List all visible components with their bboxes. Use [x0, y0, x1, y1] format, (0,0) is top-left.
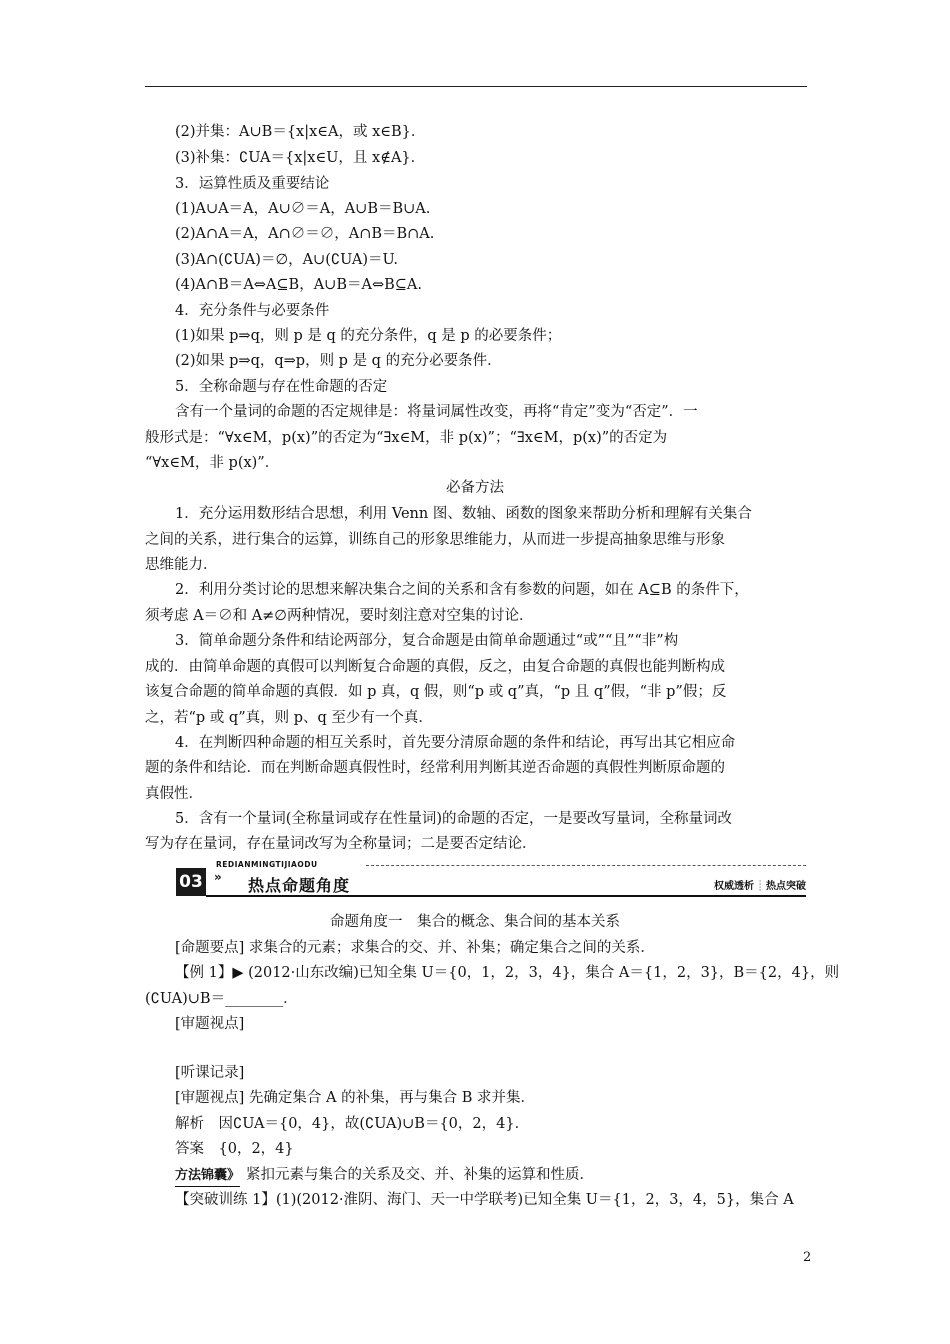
text-line: 含有一个量词的命题的否定规律是：将量词属性改变，再将“肯定”变为“否定”．一	[175, 404, 698, 420]
text-line: 写为存在量词，存在量词改写为全称量词；二是要否定结论．	[145, 836, 537, 852]
methods-heading: 必备方法	[446, 480, 504, 496]
text-line: (2)如果 p⇒q，q⇒p，则 p 是 q 的充分必要条件．	[175, 353, 502, 369]
banner-underline	[206, 895, 806, 897]
section-number: 03	[176, 868, 206, 896]
section-banner	[176, 862, 806, 898]
text-line: (1)A∪A＝A，A∪∅＝A，A∪B＝B∪A.	[175, 201, 431, 217]
section-title: 热点命题角度	[248, 876, 351, 895]
text-line: 5．含有一个量词(全称量词或存在性量词)的命题的否定，一是要改写量词，全称量词改	[175, 811, 733, 827]
text-line: [审题视点] 先确定集合 A 的补集，再与集合 B 求并集．	[175, 1090, 535, 1106]
method-line	[175, 1165, 594, 1187]
chevron-icon: »	[214, 870, 222, 884]
text-line: 1．充分运用数形结合思想，利用 Venn 图、数轴、函数的图象来帮助分析和理解有关集合	[175, 506, 752, 522]
text-line: (3)补集：∁UA＝{x|x∈U，且 x∉A}．	[175, 150, 426, 166]
text-line: 【例 1】▶ (2012·山东改编)已知全集 U＝{0，1，2，3，4}，集合 A＝{1，2，3}，B＝{2，4}，则	[175, 965, 840, 981]
text-line: 般形式是：“∀x∈M，p(x)”的否定为“∃x∈M，非 p(x)”；“∃x∈M，p(x)”的否定为	[145, 430, 668, 446]
tagline-b: 热点突破	[766, 881, 806, 892]
text-line: (1)如果 p⇒q，则 p 是 q 的充分条件，q 是 p 的必要条件；	[175, 328, 562, 344]
text-line: [听课记录]	[175, 1065, 245, 1081]
text-line: 答案 {0，2，4}	[175, 1141, 294, 1157]
text-line: 题的条件和结论．而在判断命题真假性时，经常利用判断其逆否命题的真假性判断原命题的	[145, 760, 725, 776]
text-line: [命题要点] 求集合的元素；求集合的交、并、补集；确定集合之间的关系．	[175, 940, 655, 956]
text-line: (4)A∩B＝A⇔A⊆B，A∪B＝A⇔B⊆A.	[175, 277, 422, 293]
text-line: 之间的关系，进行集合的运算，训练自己的形象思维能力，从而进一步提高抽象思维与形象	[145, 532, 725, 548]
text-line: 5．全称命题与存在性命题的否定	[175, 379, 388, 395]
text-line: 4．在判断四种命题的相互关系时，首先要分清原命题的条件和结论，再写出其它相应命	[175, 735, 736, 751]
text-line: (2)并集：A∪B＝{x|x∈A，或 x∈B}．	[175, 124, 426, 140]
text-line: 解析 因∁UA＝{0，4}，故(∁UA)∪B＝{0，2，4}．	[175, 1116, 530, 1132]
text-line: 3．简单命题分条件和结论两部分，复合命题是由简单命题通过“或”“且”“非”构	[175, 633, 679, 649]
text-line: 须考虑 A＝∅和 A≠∅两种情况，要时刻注意对空集的讨论．	[145, 608, 534, 624]
text-line: “∀x∈M，非 p(x)”．	[145, 455, 280, 471]
banner-tagline	[714, 877, 806, 892]
text-line: 成的．由简单命题的真假可以判断复合命题的真假，反之，由复合命题的真假也能判断构成	[145, 659, 725, 675]
text-line: 4．充分条件与必要条件	[175, 303, 330, 319]
header-rule	[145, 86, 807, 87]
text-line: 该复合命题的简单命题的真假．如 p 真，q 假，则“p 或 q”真，“p 且 q”假，“非 p”假；反	[145, 684, 727, 700]
tagline-a: 权威透析	[713, 881, 754, 892]
text-line: (∁UA)∪B＝________．	[145, 991, 298, 1007]
text-line: 2．利用分类讨论的思想来解决集合之间的关系和含有参数的问题，如在 A⊆B 的条件下，	[175, 582, 749, 598]
text-line: 之，若“p 或 q”真，则 p、q 至少有一个真．	[145, 710, 433, 726]
section-pinyin: REDIANMINGTIJIAODU	[216, 860, 318, 869]
text-line: 真假性．	[145, 786, 203, 802]
text-line: [审题视点]	[175, 1016, 245, 1032]
text-line: 【突破训练 1】(1)(2012·淮阴、海门、天一中学联考)已知全集 U＝{1，2，3，4，5}，集合 A	[175, 1192, 794, 1208]
method-tag: 方法锦囊》	[175, 1166, 240, 1187]
subsection-title: 命题角度一 集合的概念、集合间的基本关系	[330, 914, 620, 930]
text-line: (3)A∩(∁UA)＝∅，A∪(∁UA)＝U.	[175, 252, 398, 268]
text-line: 3．运算性质及重要结论	[175, 176, 330, 192]
banner-dotted-line	[366, 865, 806, 866]
text-line: 思维能力．	[145, 557, 218, 573]
method-text: 紧扣元素与集合的关系及交、并、补集的运算和性质．	[246, 1167, 595, 1183]
text-line: (2)A∩A＝A，A∩∅＝∅，A∩B＝B∩A.	[175, 226, 435, 242]
page-number: 2	[803, 1250, 812, 1265]
tagline-sep: ┊	[756, 881, 763, 892]
